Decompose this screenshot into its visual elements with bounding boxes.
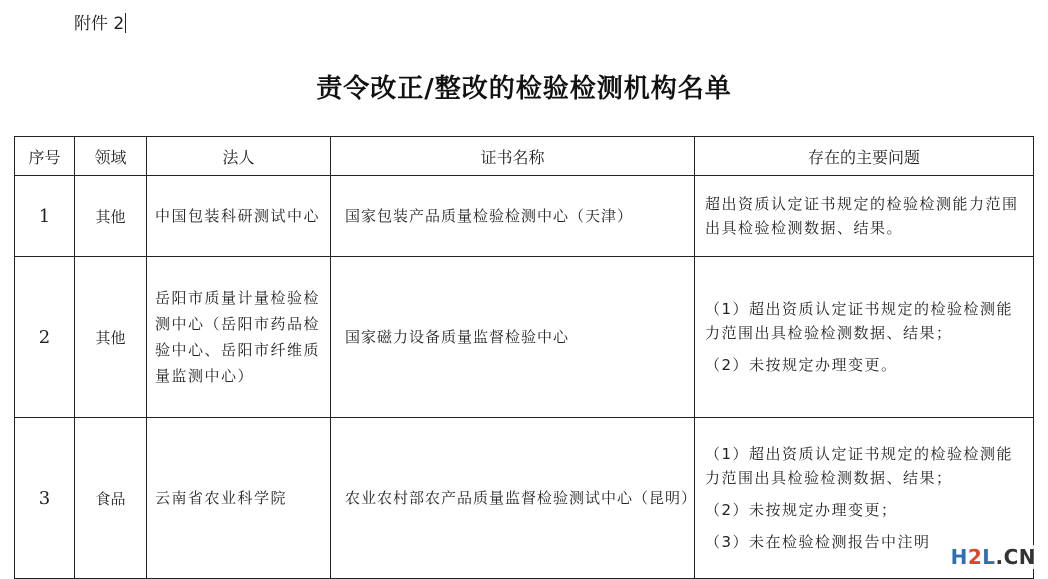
row-issues bbox=[695, 257, 1034, 418]
attachment-label: 附件 2 bbox=[74, 14, 125, 34]
institution-table bbox=[14, 136, 1034, 579]
issue-item: 超出资质认定证书规定的检验检测能力范围出具检验检测数据、结果。 bbox=[705, 195, 1019, 237]
row-entity: 云南省农业科学院 bbox=[147, 418, 331, 579]
header-no: 序号 bbox=[15, 137, 75, 176]
issue-item: （1）超出资质认定证书规定的检验检测能力范围出具检验检测数据、结果； bbox=[705, 300, 1014, 342]
page-title: 责令改正/整改的检验检测机构名单 bbox=[316, 74, 732, 104]
row-issues bbox=[695, 176, 1034, 257]
header-entity: 法人 bbox=[147, 137, 331, 176]
row-no: 2 bbox=[15, 257, 75, 418]
row-no: 1 bbox=[15, 176, 75, 257]
issue-item: （2）未按规定办理变更； bbox=[705, 501, 898, 519]
row-cert: 国家磁力设备质量监督检验中心 bbox=[331, 257, 695, 418]
row-field: 其他 bbox=[75, 176, 147, 257]
watermark-cn: .CN bbox=[995, 545, 1036, 569]
table-row bbox=[15, 176, 1034, 257]
watermark-h: H bbox=[950, 545, 968, 569]
header-field: 领域 bbox=[75, 137, 147, 176]
table-row bbox=[15, 418, 1034, 579]
table-header-row bbox=[15, 137, 1034, 176]
header-cert: 证书名称 bbox=[331, 137, 695, 176]
table-row bbox=[15, 257, 1034, 418]
row-cert: 国家包装产品质量检验检测中心（天津） bbox=[331, 176, 695, 257]
watermark-l: L bbox=[982, 545, 996, 569]
issue-item: （2）未按规定办理变更。 bbox=[705, 356, 898, 374]
watermark-2: 2 bbox=[967, 545, 983, 569]
row-entity: 岳阳市质量计量检验检测中心（岳阳市药品检验中心、岳阳市纤维质量监测中心） bbox=[147, 257, 331, 418]
text-cursor bbox=[125, 13, 126, 33]
row-no: 3 bbox=[15, 418, 75, 579]
row-entity: 中国包装科研测试中心 bbox=[147, 176, 331, 257]
row-field: 食品 bbox=[75, 418, 147, 579]
issue-item: （3）未在检验检测报告中注明 bbox=[705, 533, 931, 551]
header-issue: 存在的主要问题 bbox=[695, 137, 1034, 176]
site-watermark bbox=[947, 545, 1040, 569]
row-cert: 农业农村部农产品质量监督检验测试中心（昆明） bbox=[331, 418, 695, 579]
issue-item: （1）超出资质认定证书规定的检验检测能力范围出具检验检测数据、结果； bbox=[705, 445, 1014, 487]
row-field: 其他 bbox=[75, 257, 147, 418]
